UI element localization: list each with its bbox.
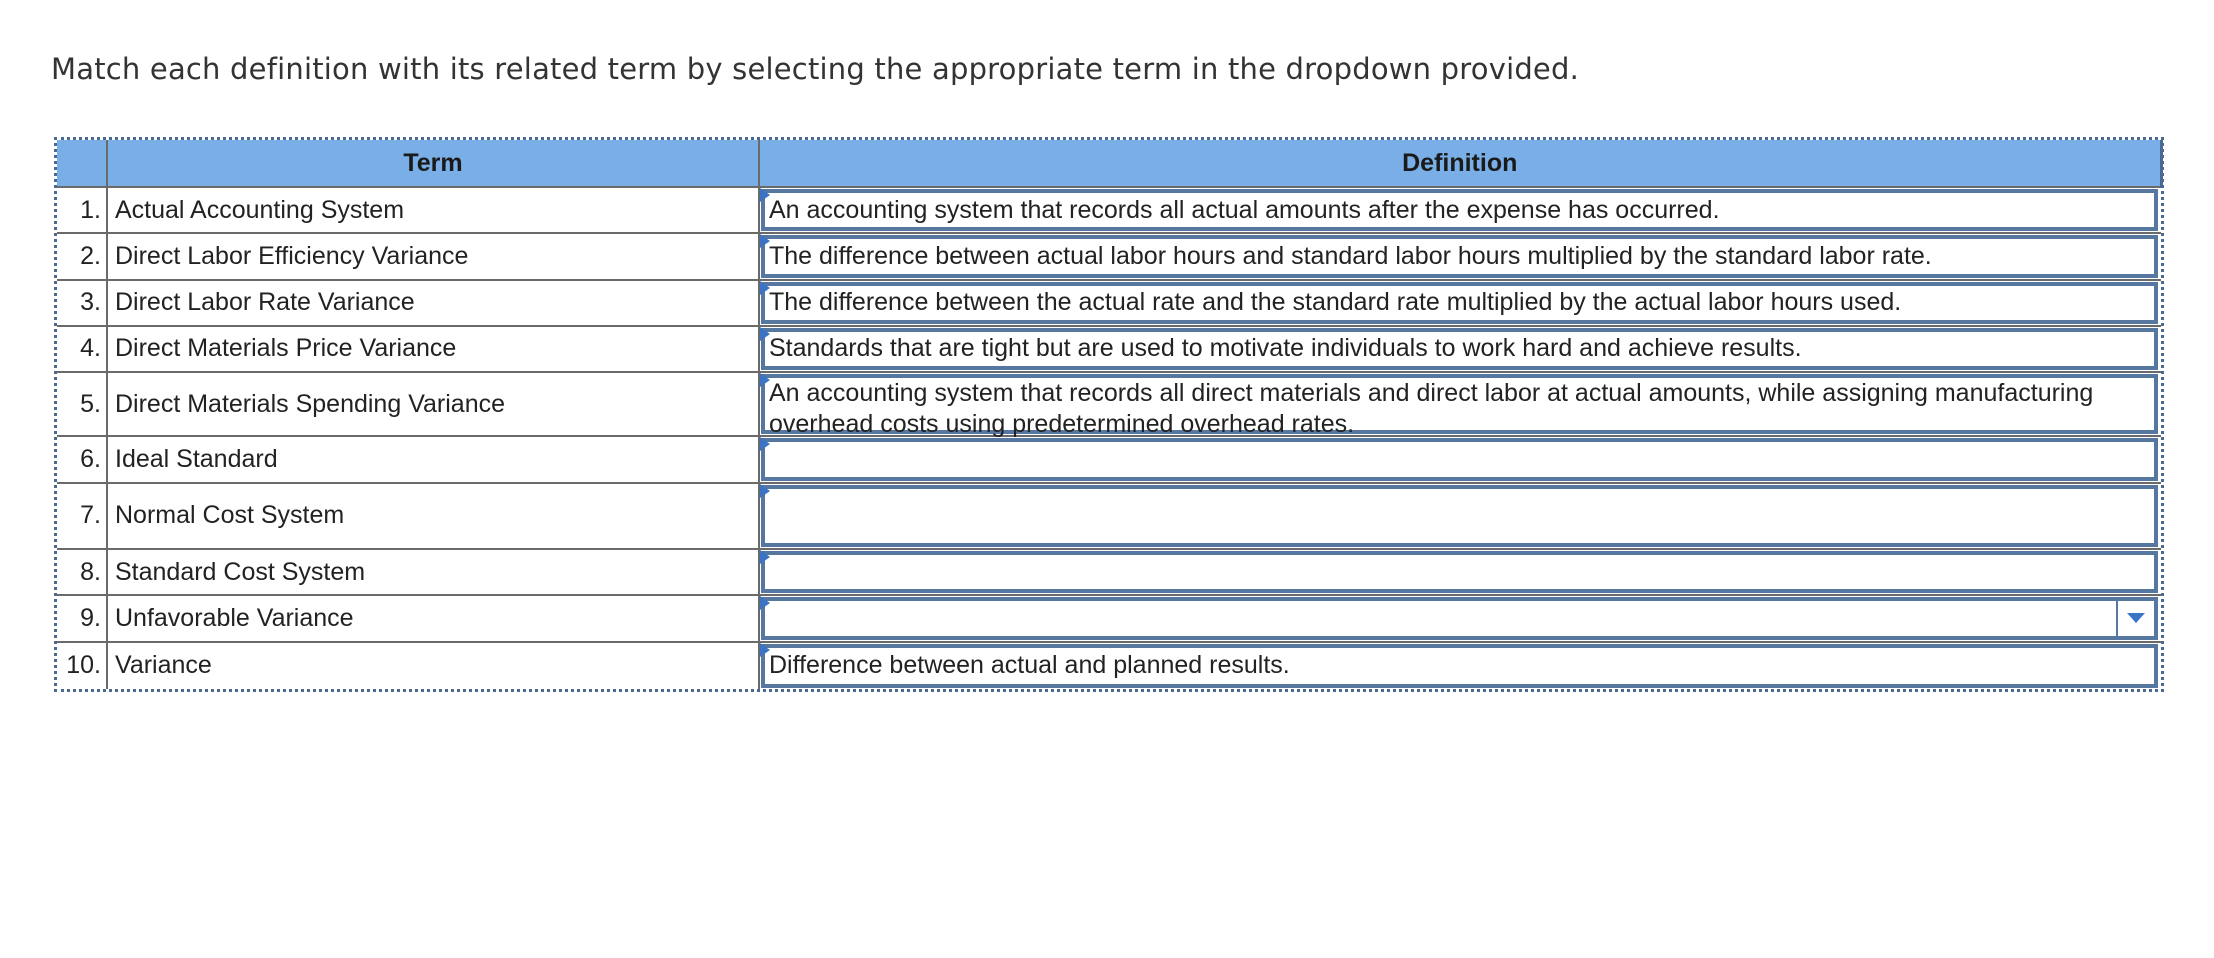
triangle-right-icon xyxy=(760,327,770,341)
definition-selected-text: The difference between the actual rate and the standard rate multiplied by the actual labor hours used. xyxy=(769,288,1902,317)
row-number: 9. xyxy=(57,595,107,641)
term-cell: Variance xyxy=(107,642,759,689)
term-cell: Direct Labor Efficiency Variance xyxy=(107,233,759,279)
table-row xyxy=(57,372,2161,436)
definition-dropdown-active[interactable] xyxy=(761,597,2158,639)
row-number: 3. xyxy=(57,280,107,326)
definition-cell xyxy=(759,372,2161,439)
definition-cell xyxy=(759,280,2161,326)
table-row xyxy=(57,280,2161,326)
definition-dropdown[interactable] xyxy=(761,282,2158,324)
term-cell: Direct Materials Price Variance xyxy=(107,326,759,372)
row-number: 5. xyxy=(57,372,107,436)
dropdown-toggle-button[interactable] xyxy=(2116,601,2154,635)
term-cell: Normal Cost System xyxy=(107,483,759,549)
term-cell: Ideal Standard xyxy=(107,436,759,482)
row-number: 6. xyxy=(57,436,107,482)
definition-dropdown[interactable] xyxy=(761,551,2158,593)
definition-selected-text: Difference between actual and planned results. xyxy=(769,651,1290,680)
chevron-down-icon xyxy=(2127,613,2145,623)
definition-dropdown[interactable] xyxy=(761,644,2158,688)
definition-cell xyxy=(759,595,2161,641)
table-row xyxy=(57,233,2161,279)
matching-table xyxy=(57,140,2163,689)
matching-table-container xyxy=(54,137,2164,692)
definition-dropdown[interactable] xyxy=(761,374,2158,439)
definition-selected-text: Standards that are tight but are used to motivate individuals to work hard and achieve results. xyxy=(769,334,1802,363)
term-cell: Standard Cost System xyxy=(107,549,759,595)
definition-cell xyxy=(759,483,2161,549)
triangle-right-icon xyxy=(760,596,770,610)
table-row xyxy=(57,483,2161,549)
triangle-right-icon xyxy=(760,437,770,451)
header-definition: Definition xyxy=(759,140,2161,187)
triangle-right-icon xyxy=(760,281,770,295)
row-number: 4. xyxy=(57,326,107,372)
triangle-right-icon xyxy=(760,234,770,248)
term-cell: Unfavorable Variance xyxy=(107,595,759,641)
row-number: 7. xyxy=(57,483,107,549)
definition-dropdown[interactable] xyxy=(761,438,2158,480)
definition-cell xyxy=(759,642,2161,689)
definition-cell xyxy=(759,187,2161,233)
table-row xyxy=(57,436,2161,482)
term-cell: Direct Materials Spending Variance xyxy=(107,372,759,436)
term-cell: Direct Labor Rate Variance xyxy=(107,280,759,326)
definition-dropdown[interactable] xyxy=(761,485,2158,547)
definition-selected-text: An accounting system that records all actual amounts after the expense has occurred. xyxy=(769,195,1720,224)
definition-dropdown[interactable] xyxy=(761,235,2158,277)
definition-dropdown[interactable] xyxy=(761,328,2158,370)
definition-selected-text: An accounting system that records all direct materials and direct labor at actual amounts, while assigning manufacturing overhead costs using predetermined overhead rates. xyxy=(769,379,2094,439)
triangle-right-icon xyxy=(760,550,770,564)
row-number: 8. xyxy=(57,549,107,595)
definition-cell xyxy=(759,549,2161,595)
definition-selected-text: The difference between actual labor hours and standard labor hours multiplied by the standard labor rate. xyxy=(769,241,1932,270)
instructions-text: Match each definition with its related term by selecting the appropriate term in the dropdown provided. xyxy=(51,52,1580,86)
table-row xyxy=(57,326,2161,372)
triangle-right-icon xyxy=(760,484,770,498)
table-row xyxy=(57,642,2161,689)
triangle-right-icon xyxy=(760,188,770,202)
triangle-right-icon xyxy=(760,643,770,657)
definition-cell xyxy=(759,233,2161,279)
header-number xyxy=(57,140,107,187)
table-header-row xyxy=(57,140,2161,187)
row-number: 1. xyxy=(57,187,107,233)
definition-cell xyxy=(759,326,2161,372)
table-row xyxy=(57,549,2161,595)
definition-cell xyxy=(759,436,2161,482)
row-number: 10. xyxy=(57,642,107,689)
term-cell: Actual Accounting System xyxy=(107,187,759,233)
table-row xyxy=(57,187,2161,233)
definition-dropdown[interactable] xyxy=(761,189,2158,231)
triangle-right-icon xyxy=(760,373,770,387)
header-term: Term xyxy=(107,140,759,187)
table-row xyxy=(57,595,2161,641)
row-number: 2. xyxy=(57,233,107,279)
